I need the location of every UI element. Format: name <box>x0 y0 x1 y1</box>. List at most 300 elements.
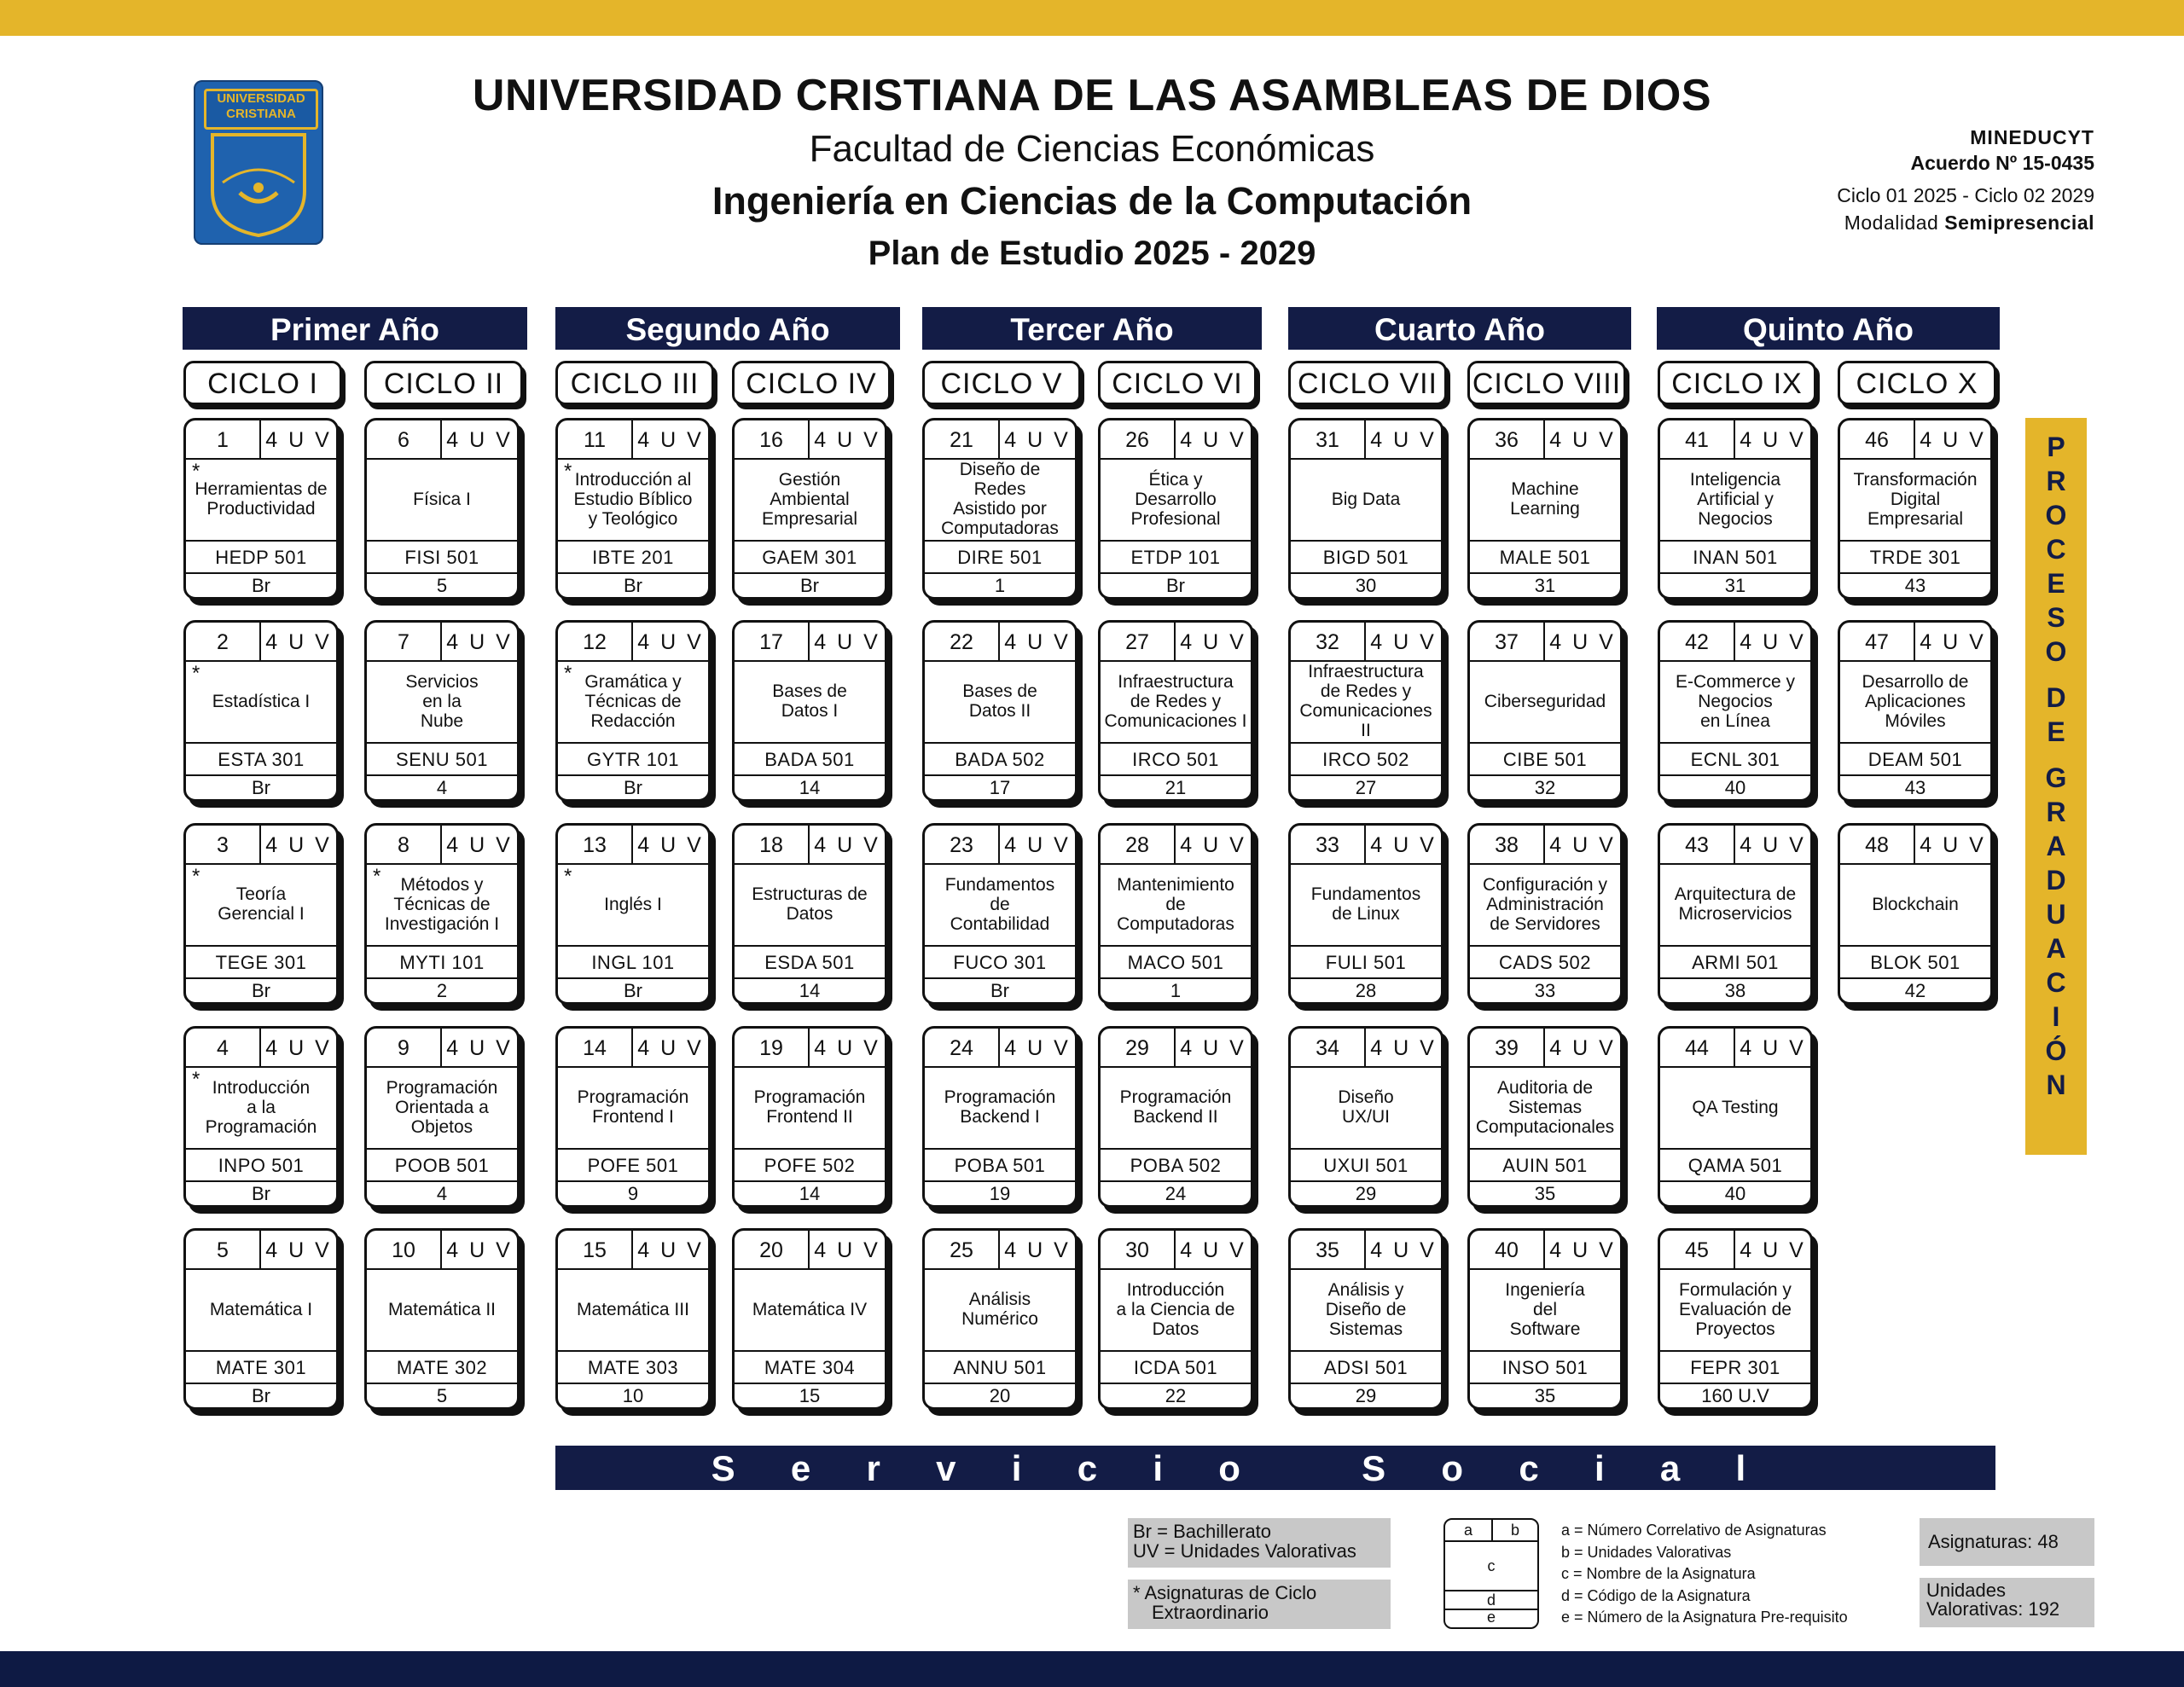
legend-extraordinary <box>1128 1580 1391 1629</box>
course-prerequisite: 9 <box>627 1183 639 1204</box>
social-service-letter: i <box>1011 1448 1022 1488</box>
course-units: 4 U V <box>1370 428 1437 452</box>
course-card <box>1098 1026 1253 1208</box>
course-number: 42 <box>1660 623 1735 660</box>
extraordinary-marker: * <box>192 662 200 685</box>
extraordinary-marker: * <box>192 460 200 483</box>
course-header <box>925 623 1075 662</box>
total-subjects: Asignaturas: 48 <box>1920 1518 2094 1566</box>
course-number: 45 <box>1660 1231 1735 1268</box>
course-prerequisite: 20 <box>989 1385 1011 1406</box>
course-name <box>370 662 514 740</box>
course-code: ANNU 501 <box>925 1350 1075 1384</box>
course-number: 22 <box>925 623 1000 660</box>
course-prerequisite: 31 <box>1724 575 1746 596</box>
extraordinary-marker: * <box>192 865 200 888</box>
course-header <box>186 623 336 662</box>
course-name-text: Desarrollo de Aplicaciones Móviles <box>1862 671 1969 731</box>
course-units: 4 U V <box>1004 630 1071 654</box>
course-header <box>1660 826 1810 865</box>
course-code: INAN 501 <box>1660 540 1810 574</box>
graduation-letter: R <box>2046 797 2066 827</box>
logo-text-1: UNIVERSIDAD <box>217 91 305 106</box>
course-name-text: Big Data <box>1331 489 1401 509</box>
course-units: 4 U V <box>1740 630 1806 654</box>
course-name <box>928 460 1072 538</box>
graduation-letter: C <box>2046 534 2066 565</box>
course-units: 4 U V <box>1920 428 1986 452</box>
course-prerequisite: 4 <box>436 777 448 798</box>
course-number: 13 <box>558 826 633 863</box>
course-prerequisite: 1 <box>1170 980 1182 1001</box>
course-name <box>1473 865 1617 943</box>
course-card <box>1658 620 1813 802</box>
graduation-letter: I <box>2052 1001 2060 1032</box>
course-units: 4 U V <box>446 1238 513 1262</box>
course-number: 44 <box>1660 1029 1735 1066</box>
course-number: 21 <box>925 420 1000 458</box>
course-prerequisite: 29 <box>1355 1385 1377 1406</box>
course-name-text: Programación Backend II <box>1119 1087 1232 1127</box>
course-units: 4 U V <box>814 1036 880 1060</box>
course-prerequisite: Br <box>624 777 642 798</box>
course-units: 4 U V <box>814 833 880 857</box>
course-card <box>732 620 887 802</box>
course-code: MALE 501 <box>1470 540 1620 574</box>
course-code: FULI 501 <box>1291 945 1441 979</box>
course-name-text: Inteligencia Artificial y Negocios <box>1689 469 1781 529</box>
course-units: 4 U V <box>1549 1036 1616 1060</box>
course-header <box>1840 826 1990 865</box>
legend-definition: c = Nombre de la Asignatura <box>1561 1565 1756 1582</box>
course-number: 41 <box>1660 420 1735 458</box>
course-units: 4 U V <box>1180 1238 1246 1262</box>
course-name <box>189 1068 333 1146</box>
course-card <box>732 418 887 600</box>
course-header <box>1291 1029 1441 1068</box>
social-service-letter <box>1296 1446 1306 1490</box>
course-header <box>1470 1029 1620 1068</box>
cycle-label: CICLO IV <box>732 361 891 405</box>
total-units-line-2: Valorativas: 192 <box>1926 1598 2060 1620</box>
course-code: TRDE 301 <box>1840 540 1990 574</box>
course-card <box>364 1026 520 1208</box>
course-number: 35 <box>1291 1231 1366 1268</box>
course-prerequisite: 14 <box>799 777 821 798</box>
course-name <box>738 1270 881 1348</box>
social-service-letter: i <box>1594 1448 1605 1488</box>
course-header <box>1291 420 1441 460</box>
course-name-text: Herramientas de Productividad <box>195 479 328 519</box>
course-units: 4 U V <box>1370 1036 1437 1060</box>
course-name-text: Ética y Desarrollo Profesional <box>1130 469 1221 529</box>
course-card <box>922 823 1077 1005</box>
course-units: 4 U V <box>814 428 880 452</box>
course-code: IRCO 501 <box>1101 742 1251 776</box>
course-name <box>1844 460 1987 538</box>
cycle-label: CICLO VI <box>1098 361 1257 405</box>
course-prerequisite: 42 <box>1904 980 1926 1001</box>
course-number: 37 <box>1470 623 1545 660</box>
course-name <box>561 1068 705 1146</box>
course-number: 43 <box>1660 826 1735 863</box>
course-prerequisite: Br <box>624 575 642 596</box>
course-number: 33 <box>1291 826 1366 863</box>
course-name <box>370 1270 514 1348</box>
graduation-letter: A <box>2046 933 2066 964</box>
course-name-text: Matemática IV <box>752 1299 868 1319</box>
legend-br: Br = Bachillerato <box>1133 1521 1272 1542</box>
course-prerequisite: 10 <box>622 1385 644 1406</box>
course-name-text: Análisis y Diseño de Sistemas <box>1325 1279 1407 1339</box>
modality-prefix: Modalidad <box>1844 212 1945 234</box>
course-card <box>1658 418 1813 600</box>
course-prerequisite: 4 <box>436 1183 448 1204</box>
modality-value: Semipresencial <box>1944 212 2094 234</box>
graduation-letter: U <box>2046 899 2066 930</box>
course-number: 27 <box>1101 623 1176 660</box>
graduation-process-bar <box>2025 418 2087 1155</box>
course-prerequisite: 19 <box>989 1183 1011 1204</box>
course-card <box>183 418 339 600</box>
course-name-text: Análisis Numérico <box>961 1290 1038 1329</box>
course-number: 36 <box>1470 420 1545 458</box>
course-code: IBTE 201 <box>558 540 708 574</box>
course-header <box>1101 420 1251 460</box>
course-header <box>1660 1231 1810 1270</box>
social-service-bar <box>555 1446 1995 1490</box>
course-prerequisite: Br <box>252 575 270 596</box>
course-card <box>1467 1228 1623 1410</box>
course-units: 4 U V <box>1370 630 1437 654</box>
course-units: 4 U V <box>637 833 704 857</box>
course-code: ADSI 501 <box>1291 1350 1441 1384</box>
course-name-text: Diseño de Redes Asistido por Computadoras <box>941 460 1059 538</box>
course-code: MYTI 101 <box>367 945 517 979</box>
graduation-letter: G <box>2045 762 2067 793</box>
total-units-line-1: Unidades <box>1926 1580 2006 1601</box>
course-code: GYTR 101 <box>558 742 708 776</box>
course-name-text: Infraestructura de Redes y Comunicaciones I <box>1104 671 1247 731</box>
top-accent-bar <box>0 0 2184 36</box>
social-service-letter: o <box>1441 1448 1464 1488</box>
course-code: MATE 302 <box>367 1350 517 1384</box>
course-name-text: Matemática II <box>387 1299 497 1319</box>
course-card <box>1467 418 1623 600</box>
university-name: UNIVERSIDAD CRISTIANA DE LAS ASAMBLEAS DE DIOS <box>472 71 1712 120</box>
course-name-text: Introducción a la Programación <box>205 1077 317 1137</box>
bottom-accent-bar <box>0 1651 2184 1687</box>
course-header <box>367 1029 517 1068</box>
course-name-text: Métodos y Técnicas de Investigación I <box>384 874 500 934</box>
course-card <box>732 1228 887 1410</box>
course-units: 4 U V <box>1180 1036 1246 1060</box>
course-header <box>1840 623 1990 662</box>
course-name-text: Programación Orientada a Objetos <box>386 1077 498 1137</box>
course-prerequisite: 40 <box>1724 777 1746 798</box>
course-number: 18 <box>735 826 810 863</box>
course-number: 6 <box>367 420 442 458</box>
social-service-letter: r <box>866 1448 880 1488</box>
course-name-text: Servicios en la Nube <box>405 671 479 731</box>
course-name <box>370 1068 514 1146</box>
course-card <box>555 620 711 802</box>
course-prerequisite: 40 <box>1724 1183 1746 1204</box>
course-name-text: Fundamentos de Linux <box>1310 884 1421 924</box>
course-prerequisite: 43 <box>1904 575 1926 596</box>
course-prerequisite: 43 <box>1904 777 1926 798</box>
course-name-text: Diseño UX/UI <box>1338 1087 1394 1127</box>
course-prerequisite: 14 <box>799 980 821 1001</box>
course-units: 4 U V <box>265 1238 332 1262</box>
course-header <box>735 1029 885 1068</box>
total-units <box>1920 1578 2094 1627</box>
course-card <box>183 823 339 1005</box>
course-name <box>1664 1068 1807 1146</box>
course-number: 9 <box>367 1029 442 1066</box>
course-number: 20 <box>735 1231 810 1268</box>
social-service-letter: S <box>1362 1448 1386 1488</box>
course-code: FUCO 301 <box>925 945 1075 979</box>
course-name-text: Teoría Gerencial I <box>218 884 305 924</box>
course-name-text: Programación Backend I <box>944 1087 1056 1127</box>
logo-badge <box>204 89 318 130</box>
course-header <box>367 1231 517 1270</box>
agreement-number: Acuerdo Nº 15-0435 <box>1910 152 2094 174</box>
course-units: 4 U V <box>1004 1238 1071 1262</box>
course-header <box>925 1231 1075 1270</box>
course-name-text: Introducción al Estudio Bíblico y Teológico <box>573 469 693 529</box>
course-code: ECNL 301 <box>1660 742 1810 776</box>
course-units: 4 U V <box>1920 833 1986 857</box>
year-header: Cuarto Año <box>1288 307 1631 350</box>
course-header <box>1291 1231 1441 1270</box>
course-number: 48 <box>1840 826 1915 863</box>
course-number: 23 <box>925 826 1000 863</box>
course-name-text: Programación Frontend II <box>753 1087 866 1127</box>
course-card <box>183 620 339 802</box>
course-card <box>922 620 1077 802</box>
course-code: ETDP 101 <box>1101 540 1251 574</box>
cycle-label: CICLO II <box>364 361 523 405</box>
course-name <box>1664 662 1807 740</box>
course-name <box>1844 662 1987 740</box>
course-header <box>1101 623 1251 662</box>
course-code: POFE 502 <box>735 1148 885 1182</box>
cycle-label: CICLO V <box>922 361 1081 405</box>
course-number: 32 <box>1291 623 1366 660</box>
legend-definition: d = Código de la Asignatura <box>1561 1586 1751 1604</box>
course-name <box>561 865 705 943</box>
course-name <box>370 865 514 943</box>
course-name <box>189 460 333 538</box>
course-code: TEGE 301 <box>186 945 336 979</box>
cycle-label: CICLO I <box>183 361 342 405</box>
course-card <box>1658 823 1813 1005</box>
social-service-letter: S <box>711 1448 735 1488</box>
course-number: 1 <box>186 420 261 458</box>
course-units: 4 U V <box>446 630 513 654</box>
course-header <box>735 1231 885 1270</box>
course-code: ESTA 301 <box>186 742 336 776</box>
course-header <box>735 420 885 460</box>
course-name <box>738 865 881 943</box>
course-card <box>1288 1228 1443 1410</box>
course-name <box>1473 460 1617 538</box>
course-header <box>367 420 517 460</box>
course-name-text: QA Testing <box>1692 1097 1779 1117</box>
course-units: 4 U V <box>1920 630 1986 654</box>
course-number: 2 <box>186 623 261 660</box>
course-number: 38 <box>1470 826 1545 863</box>
course-number: 10 <box>367 1231 442 1268</box>
social-service-letter: c <box>1519 1448 1539 1488</box>
course-prerequisite: Br <box>800 575 819 596</box>
course-prerequisite: 15 <box>799 1385 821 1406</box>
graduation-letter: O <box>2045 500 2067 530</box>
course-number: 3 <box>186 826 261 863</box>
course-code: FEPR 301 <box>1660 1350 1810 1384</box>
course-card <box>1098 823 1253 1005</box>
social-service-letter: o <box>1218 1448 1240 1488</box>
course-name <box>189 865 333 943</box>
course-card <box>555 1026 711 1208</box>
logo-crest-icon <box>206 131 311 237</box>
course-prerequisite: 22 <box>1165 1385 1187 1406</box>
course-number: 15 <box>558 1231 633 1268</box>
course-code: GAEM 301 <box>735 540 885 574</box>
course-header <box>1101 1029 1251 1068</box>
course-header <box>1660 420 1810 460</box>
cycle-label: CICLO VII <box>1288 361 1447 405</box>
course-units: 4 U V <box>446 428 513 452</box>
extraordinary-marker: * <box>192 1068 200 1091</box>
course-number: 39 <box>1470 1029 1545 1066</box>
course-units: 4 U V <box>265 428 332 452</box>
course-prerequisite: Br <box>252 1385 270 1406</box>
graduation-letter <box>2025 669 2087 681</box>
year-header: Tercer Año <box>922 307 1262 350</box>
legend-definition: e = Número de la Asignatura Pre-requisito <box>1561 1609 1848 1626</box>
course-name-text: Machine Learning <box>1510 479 1580 519</box>
graduation-letter: D <box>2046 682 2066 713</box>
legend-mini-d: d <box>1445 1590 1537 1610</box>
course-code: POOB 501 <box>367 1148 517 1182</box>
course-units: 4 U V <box>1004 833 1071 857</box>
legend-definition: a = Número Correlativo de Asignaturas <box>1561 1522 1827 1539</box>
cycle-label: CICLO X <box>1838 361 1996 405</box>
course-prerequisite: Br <box>1166 575 1185 596</box>
course-name <box>1104 460 1247 538</box>
course-prerequisite: 24 <box>1165 1183 1187 1204</box>
course-prerequisite: 5 <box>436 1385 448 1406</box>
legend-mini-c: c <box>1487 1557 1496 1574</box>
course-header <box>1660 623 1810 662</box>
course-number: 29 <box>1101 1029 1176 1066</box>
course-code: BIGD 501 <box>1291 540 1441 574</box>
year-header: Quinto Año <box>1657 307 2000 350</box>
course-name <box>1473 662 1617 740</box>
course-name-text: Infraestructura de Redes y Comunicaciones II <box>1299 662 1432 740</box>
course-units: 4 U V <box>1740 1036 1806 1060</box>
legend-definition: b = Unidades Valorativas <box>1561 1543 1732 1561</box>
course-units: 4 U V <box>637 1238 704 1262</box>
social-service-letter: c <box>1077 1448 1098 1488</box>
course-number: 11 <box>558 420 633 458</box>
course-prerequisite: 38 <box>1724 980 1746 1001</box>
cycle-range: Ciclo 01 2025 - Ciclo 02 2029 <box>1837 184 2094 206</box>
course-prerequisite: 17 <box>989 777 1011 798</box>
course-name-text: Ingeniería del Software <box>1505 1279 1585 1339</box>
career-name: Ingeniería en Ciencias de la Computación <box>712 179 1472 223</box>
course-name <box>1664 865 1807 943</box>
course-card <box>922 418 1077 600</box>
course-number: 34 <box>1291 1029 1366 1066</box>
course-units: 4 U V <box>1549 630 1616 654</box>
course-card <box>555 823 711 1005</box>
course-units: 4 U V <box>1740 833 1806 857</box>
course-header <box>186 826 336 865</box>
course-header <box>558 623 708 662</box>
course-number: 5 <box>186 1231 261 1268</box>
legend-extra-line-2: Extraordinario <box>1152 1602 1269 1623</box>
course-units: 4 U V <box>1549 1238 1616 1262</box>
course-number: 26 <box>1101 420 1176 458</box>
course-name-text: Física I <box>413 489 471 509</box>
course-name <box>1104 1270 1247 1348</box>
graduation-letter: E <box>2047 716 2065 747</box>
course-prerequisite: Br <box>990 980 1009 1001</box>
course-number: 25 <box>925 1231 1000 1268</box>
course-code: QAMA 501 <box>1660 1148 1810 1182</box>
course-name <box>189 662 333 740</box>
course-prerequisite: 32 <box>1534 777 1556 798</box>
graduation-letter: E <box>2047 568 2065 599</box>
course-name <box>561 460 705 538</box>
course-code: ARMI 501 <box>1660 945 1810 979</box>
course-name <box>1664 460 1807 538</box>
course-prerequisite: 31 <box>1534 575 1556 596</box>
course-number: 46 <box>1840 420 1915 458</box>
legend-abbreviations <box>1128 1518 1391 1568</box>
course-prerequisite: 35 <box>1534 1183 1556 1204</box>
course-prerequisite: 27 <box>1355 777 1377 798</box>
course-prerequisite: Br <box>252 980 270 1001</box>
course-card <box>1467 1026 1623 1208</box>
course-name <box>189 1270 333 1348</box>
plan-title: Plan de Estudio 2025 - 2029 <box>868 235 1316 272</box>
course-name <box>370 460 514 538</box>
course-header <box>1101 1231 1251 1270</box>
course-units: 4 U V <box>1549 428 1616 452</box>
legend-uv: UV = Unidades Valorativas <box>1133 1540 1356 1562</box>
course-code: UXUI 501 <box>1291 1148 1441 1182</box>
course-units: 4 U V <box>1180 428 1246 452</box>
course-number: 16 <box>735 420 810 458</box>
course-code: POBA 502 <box>1101 1148 1251 1182</box>
course-code: CIBE 501 <box>1470 742 1620 776</box>
social-service-letter: l <box>1735 1448 1746 1488</box>
graduation-letter: P <box>2047 432 2065 462</box>
legend-mini-b: b <box>1493 1520 1537 1542</box>
legend-definitions <box>1561 1520 1848 1629</box>
course-card <box>1098 620 1253 802</box>
course-name <box>928 865 1072 943</box>
course-card <box>732 823 887 1005</box>
course-card <box>1658 1228 1813 1410</box>
course-name-text: Formulación y Evaluación de Proyectos <box>1679 1279 1792 1339</box>
course-name <box>738 460 881 538</box>
